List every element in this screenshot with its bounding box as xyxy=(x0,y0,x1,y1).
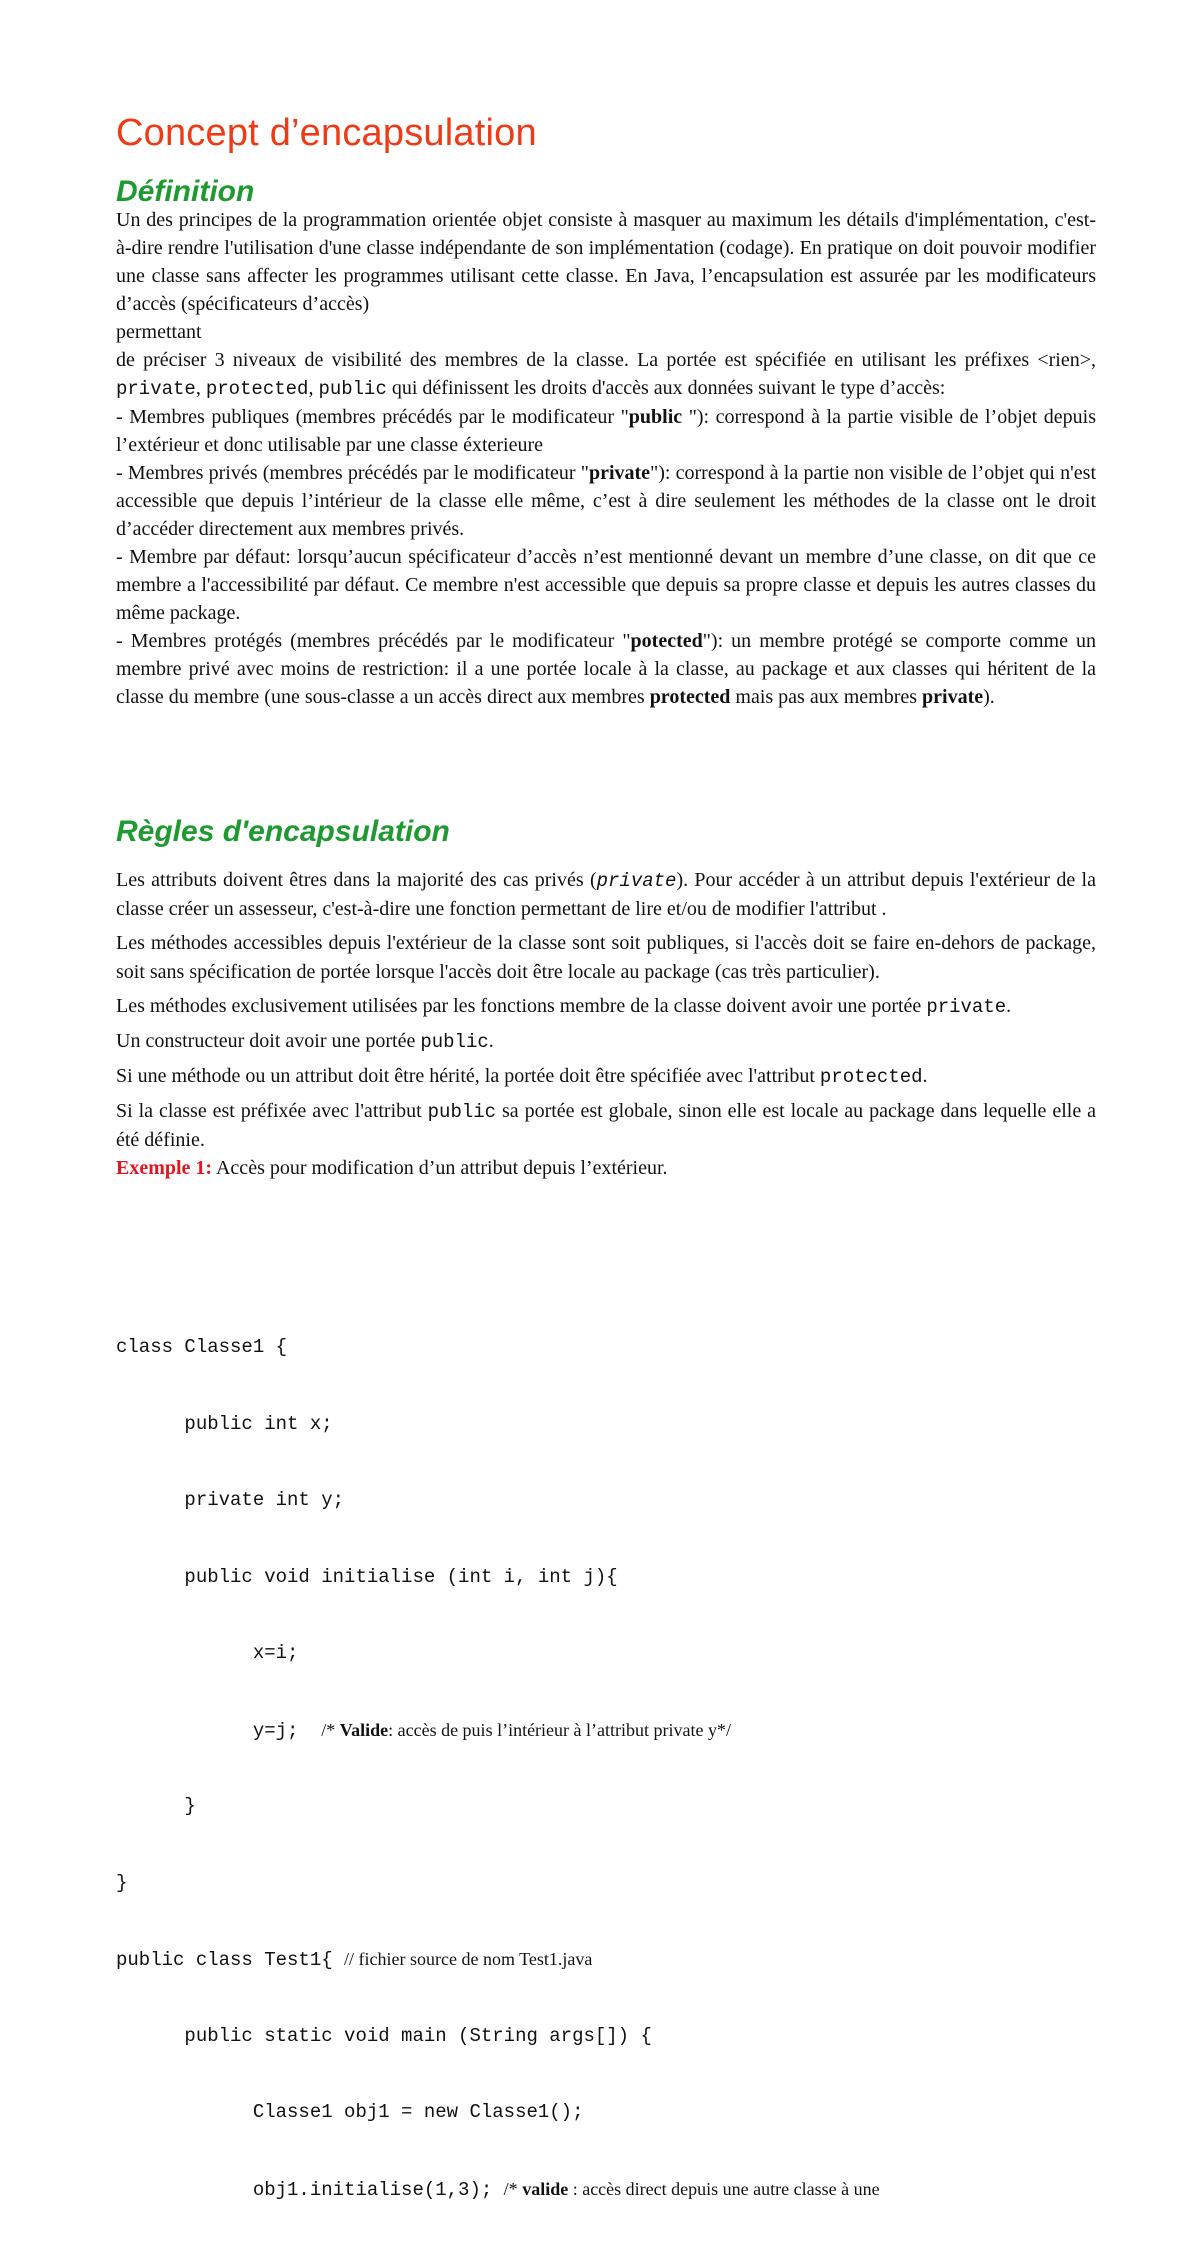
list-item-private: - Membres privés (membres précédés par le modificateur "private"): correspond à la partie non visible de l’objet qui n'est accessible que depuis l’intérieur de la classe elle même, c’est à dire seulement les méthodes de la classe ont le droit d’accéder directement aux membres privés. xyxy=(116,462,1096,540)
code-line: Classe1 obj1 = new Classe1(); xyxy=(116,2101,584,2123)
rule-item: Les attributs doivent êtres dans la majorité des cas privés (private). Pour accéder à un attribut depuis l'extérieur de la classe créer un assesseur, c'est-à-dire une fonction permettant de lire et/ou de modifier l'attribut . xyxy=(116,869,1096,920)
rule-item: Les méthodes accessibles depuis l'extérieur de la classe sont soit publiques, si l'accès doit se faire en-dehors de package, soit sans spécification de portée lorsque l'accès doit être locale au package (cas très particulier). xyxy=(116,932,1096,983)
example-caption: Exemple 1: Accès pour modification d’un attribut depuis l’extérieur. xyxy=(116,1157,668,1179)
list-item-protected: - Membres protégés (membres précédés par le modificateur "potected"): un membre protégé se comporte comme un membre privé avec moins de restriction: il a une portée locale à la classe, au package et aux classes qui héritent de la classe du membre (une sous-classe a un accès direct aux membres protected mais pas aux membres private). xyxy=(116,630,1096,708)
rule-item: Si la classe est préfixée avec l'attribut public sa portée est globale, sinon elle est locale au package dans lequelle elle a été définie. xyxy=(116,1100,1096,1151)
page-title: Concept d’encapsulation xyxy=(116,112,537,154)
list-item-default: - Membre par défaut: lorsqu’aucun spécificateur d’accès n’est mentionné devant un membre d’une classe, on dit que ce membre a l'accessibilité par défaut. Ce membre n'est accessible que depuis sa propre classe et depuis les autres classes du même package. xyxy=(116,546,1096,624)
code-line: class Classe1 { xyxy=(116,1336,288,1358)
code-line: private int y; xyxy=(116,1489,345,1511)
code-line: public class Test1{ // fichier source de nom Test1.java xyxy=(116,1949,593,1971)
section-heading-definition: Définition xyxy=(116,175,255,208)
list-item-public: - Membres publiques (membres précédés par le modificateur "public "): correspond à la partie visible de l’objet depuis l’extérieur et donc utilisable par une classe éxterieure xyxy=(116,406,1096,456)
code-comment: /* valide : accès direct depuis une autre classe à une xyxy=(503,2178,880,2199)
definition-visibility: de préciser 3 niveaux de visibilité des membres de la classe. La portée est spécifiée en utilisant les préfixes <rien>, private, protected, public qui définissent les droits d'accès aux données suivant le type d’accès: xyxy=(116,349,1096,400)
rule-item: Un constructeur doit avoir une portée public. xyxy=(116,1030,494,1053)
rule-item: Si une méthode ou un attribut doit être hérité, la portée doit être spécifiée avec l'attribut protected. xyxy=(116,1065,928,1088)
code-line: x=i; xyxy=(116,1642,299,1664)
example-label: Exemple 1: xyxy=(116,1157,213,1179)
code-line: obj1.initialise(1,3); /* valide : accès direct depuis une autre classe à une xyxy=(116,2178,880,2201)
definition-intro: Un des principes de la programmation orientée objet consiste à masquer au maximum les détails d'implémentation, c'est-à-dire rendre l'utilisation d'une classe indépendante de son implémentation (codage). En pratique on doit pouvoir modifier une classe sans affecter les programmes utilisant cette classe. En Java, l’encapsulation est assurée par les modificateurs d’accès (spécificateurs d’accès) permettant xyxy=(116,209,1096,343)
rule-item: Les méthodes exclusivement utilisées par les fonctions membre de la classe doivent avoir une portée private. xyxy=(116,995,1012,1018)
code-listing xyxy=(116,1284,1116,2253)
code-line: y=j; /* Valide: accès de puis l’intérieur à l’attribut private y*/ xyxy=(116,1719,731,1742)
section-heading-regles: Règles d'encapsulation xyxy=(116,815,450,848)
code-comment: // fichier source de nom Test1.java xyxy=(344,1949,593,1969)
code-line: public int x; xyxy=(116,1412,333,1435)
definition-body xyxy=(116,206,1096,711)
regles-body xyxy=(116,866,1096,1182)
code-line: } xyxy=(116,1871,128,1894)
code-comment: /* Valide: accès de puis l’intérieur à l’attribut private y*/ xyxy=(321,1719,731,1740)
code-line: } xyxy=(116,1795,196,1817)
code-line: public static void main (String args[]) { xyxy=(116,2024,652,2047)
code-line: public void initialise (int i, int j){ xyxy=(116,1565,618,1588)
